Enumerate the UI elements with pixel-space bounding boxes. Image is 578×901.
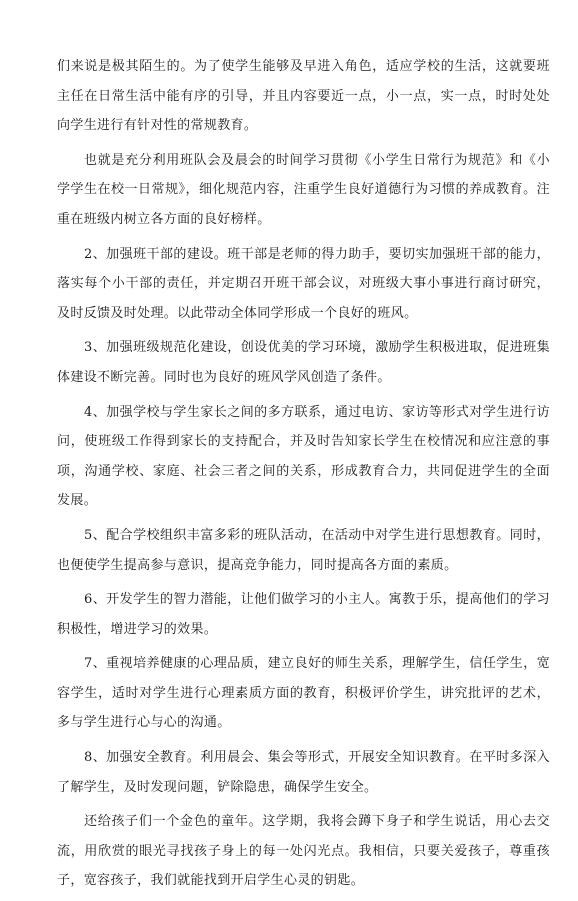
paragraph-item-4-parent-contact: 4、加强学校与学生家长之间的多方联系，通过电访、家访等形式对学生进行访问，使班级工作得到家长的支持配合，并及时告知家长学生在校情况和应注意的事项，沟通学校、家庭、社会三者之间的关系，形成教育合力，共同促进学生的全面发展。	[57, 404, 550, 509]
paragraph-item-2-class-cadres: 2、加强班干部的建设。班干部是老师的得力助手，要切实加强班干部的能力，落实每个小干部的责任，并定期召开班干部会议，对班级大事小事进行商讨研究，及时反馈及时处理。以此带动全体同学形成一个良好的班风。	[57, 246, 550, 321]
paragraph-behavior-norms: 也就是充分利用班队会及晨会的时间学习贯彻《小学生日常行为规范》和《小学学生在校一日常规》，细化规范内容，注重学生良好道德行为习惯的养成教育。注重在班级内树立各方面的良好榜样。	[57, 152, 550, 227]
paragraph-continuation: 们来说是极其陌生的。为了使学生能够及早进入角色，适应学校的生活，这就要班主任在日常生活中能有序的引导，并且内容要近一点，小一点，实一点，时时处处向学生进行有针对性的常规教育。	[57, 59, 550, 134]
paragraph-item-8-safety-education: 8、加强安全教育。利用晨会、集会等形式，开展安全知识教育。在平时多深入了解学生，及时发现问题，铲除隐患，确保学生安全。	[57, 750, 550, 795]
document-page	[57, 52, 550, 901]
paragraph-closing: 还给孩子们一个金色的童年。这学期，我将会蹲下身子和学生说话，用心去交流，用欣赏的眼光寻找孩子身上的每一处闪光点。我相信，只要关爱孩子，尊重孩子，宽容孩子，我们就能找到开启学生心灵的钥匙。	[57, 814, 550, 889]
paragraph-item-7-mental-health: 7、重视培养健康的心理品质，建立良好的师生关系，理解学生，信任学生，宽容学生，适时对学生进行心理素质方面的教育，积极评价学生，讲究批评的艺术，多与学生进行心与心的沟通。	[57, 656, 550, 731]
paragraph-item-3-class-standardization: 3、加强班级规范化建设，创设优美的学习环境，激励学生积极进取，促进班集体建设不断完善。同时也为良好的班风学风创造了条件。	[57, 340, 550, 385]
paragraph-item-5-class-activities: 5、配合学校组织丰富多彩的班队活动，在活动中对学生进行思想教育。同时，也便使学生提高参与意识，提高竞争能力，同时提高各方面的素质。	[57, 527, 550, 573]
paragraph-item-6-intellectual-potential: 6、开发学生的智力潜能，让他们做学习的小主人。寓教于乐，提高他们的学习积极性，增进学习的效果。	[57, 592, 550, 637]
